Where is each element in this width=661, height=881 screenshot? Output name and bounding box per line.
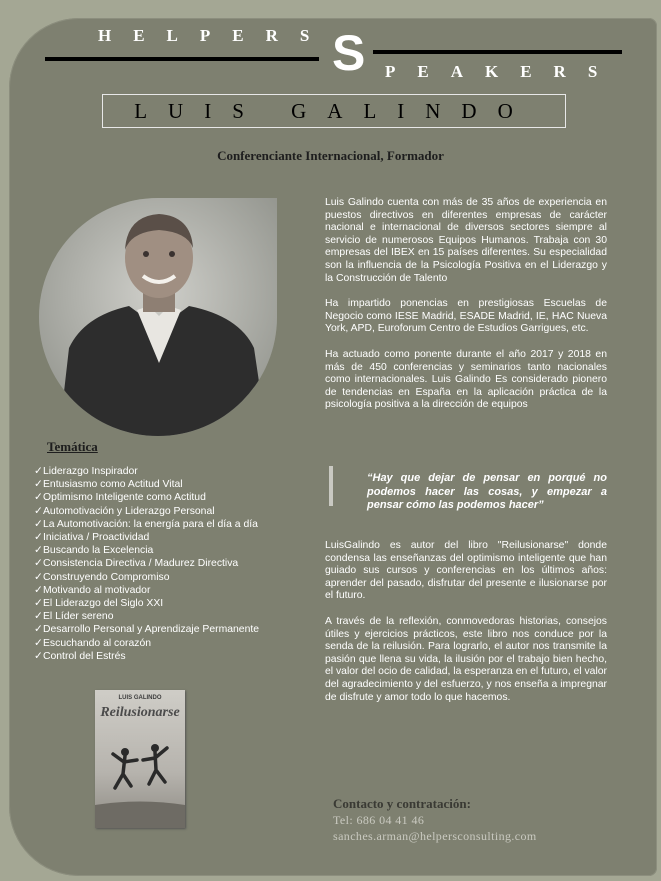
speaker-name: LUIS GALINDO [102, 94, 566, 128]
topic-list [34, 465, 259, 663]
topic-item: ✓Escuchando al corazón [34, 637, 152, 649]
checkmark-icon: ✓ [34, 598, 43, 610]
topic-item: ✓Optimismo Inteligente como Actitud [34, 492, 206, 504]
bio-text [325, 197, 607, 425]
header-rule-right [373, 50, 622, 54]
quote-bar [329, 466, 333, 506]
topic-item: ✓Automotivación y Liderazgo Personal [34, 505, 215, 517]
book-paragraph: A través de la reflexión, conmovedoras historias, consejos útiles y ejercicios prácticos, este libro nos conduce por la senda de la reilusión. Para lograrlo, el autor nos transmite la pasión que llena su vida, la ilusión por el trabajo bien hecho, el valor del ocio de calidad, la esperanza en el futuro, el valor del agradecimiento y del esfuerzo, y nos enseña a impregnar de disfrute y amor todo lo que hacemos. [325, 615, 607, 703]
checkmark-icon: ✓ [34, 558, 43, 570]
checkmark-icon: ✓ [34, 637, 43, 649]
speaker-photo [39, 198, 277, 436]
contact-heading: Contacto y contratación: [333, 796, 471, 811]
topic-item: ✓Motivando al motivador [34, 584, 151, 596]
contact-phone[interactable]: Tel: 686 04 41 46 [333, 813, 425, 827]
bio-paragraph: Ha impartido ponencias en prestigiosas Escuelas de Negocio como IESE Madrid, ESADE Madrid, IE, HAC Nueva York, APD, Euroforum Centro de Estudios Garrigues, etc. [325, 298, 607, 335]
topic-item: ✓El Líder sereno [34, 611, 114, 623]
speaker-subtitle: Conferenciante Internacional, Formador [217, 148, 444, 163]
checkmark-icon: ✓ [34, 584, 43, 596]
checkmark-icon: ✓ [34, 532, 43, 544]
topic-item: ✓Consistencia Directiva / Madurez Directiva [34, 558, 239, 570]
pull-quote: “Hay que dejar de pensar en porqué no podemos hacer las cosas, y empezar a pensar cómo las podemos hacer” [367, 472, 607, 511]
topic-item: ✓Buscando la Excelencia [34, 545, 154, 557]
book-description [325, 540, 607, 717]
checkmark-icon: ✓ [34, 611, 43, 623]
book-paragraph: LuisGalindo es autor del libro "Reilusionarse" donde condensa las enseñanzas del optimismo inteligente que han guiado sus cursos y conferencias en los últimos años: aprender del pasado, disfrutar del presente e ilusionarse por el futuro. [325, 540, 607, 602]
checkmark-icon: ✓ [34, 545, 43, 557]
topic-item: ✓Desarrollo Personal y Aprendizaje Permanente [34, 624, 260, 636]
topic-item: ✓Entusiasmo como Actitud Vital [34, 479, 183, 491]
book-author: LUIS GALINDO [118, 695, 162, 701]
checkmark-icon: ✓ [34, 650, 43, 662]
topic-item: ✓La Automotivación: la energía para el día a día [34, 518, 258, 530]
header-rule-left [45, 57, 319, 61]
topic-item: ✓Iniciativa / Proactividad [34, 532, 150, 544]
checkmark-icon: ✓ [34, 518, 43, 530]
bio-paragraph: Luis Galindo cuenta con más de 35 años de experiencia en puestos directivos en diferentes empresas de carácter nacional e internacional de diversos sectores siempre al servicio de numerosos Equipos Humanos. Trabaja con 30 empresas del IBEX en 15 países diferentes. Su especialidad son la influencia de la Psicología Positiva en el Liderazgo y la Construcción de Talento [325, 197, 607, 284]
logo-big-s: S [332, 25, 366, 81]
helpers-wordmark: HELPERS [98, 26, 332, 45]
book-cover [95, 690, 185, 828]
tematica-heading: Temática [47, 439, 98, 454]
bio-paragraph: Ha actuado como ponente durante el año 2017 y 2018 en más de 450 conferencias y seminarios tanto nacionales como internacionales. Luis Galindo Es considerado pionero de tendencias en España en la aplicación práctica de la psicología positiva a la dirección de equipos [325, 348, 607, 411]
checkmark-icon: ✓ [34, 479, 43, 491]
checkmark-icon: ✓ [34, 492, 43, 504]
book-cover-illustration [95, 730, 185, 828]
speakers-wordmark: PEAKERS [385, 62, 620, 81]
checkmark-icon: ✓ [34, 571, 43, 583]
topic-item: ✓El Liderazgo del Siglo XXI [34, 598, 164, 610]
contact-email[interactable]: sanches.arman@helpersconsulting.com [333, 829, 537, 843]
topic-item: ✓Liderazgo Inspirador [34, 466, 138, 477]
checkmark-icon: ✓ [34, 505, 43, 517]
checkmark-icon: ✓ [34, 624, 43, 636]
topic-item: ✓Construyendo Compromiso [34, 571, 170, 583]
topic-item: ✓Control del Estrés [34, 650, 126, 662]
checkmark-icon: ✓ [34, 466, 43, 477]
book-title: Reilusionarse [100, 705, 180, 720]
